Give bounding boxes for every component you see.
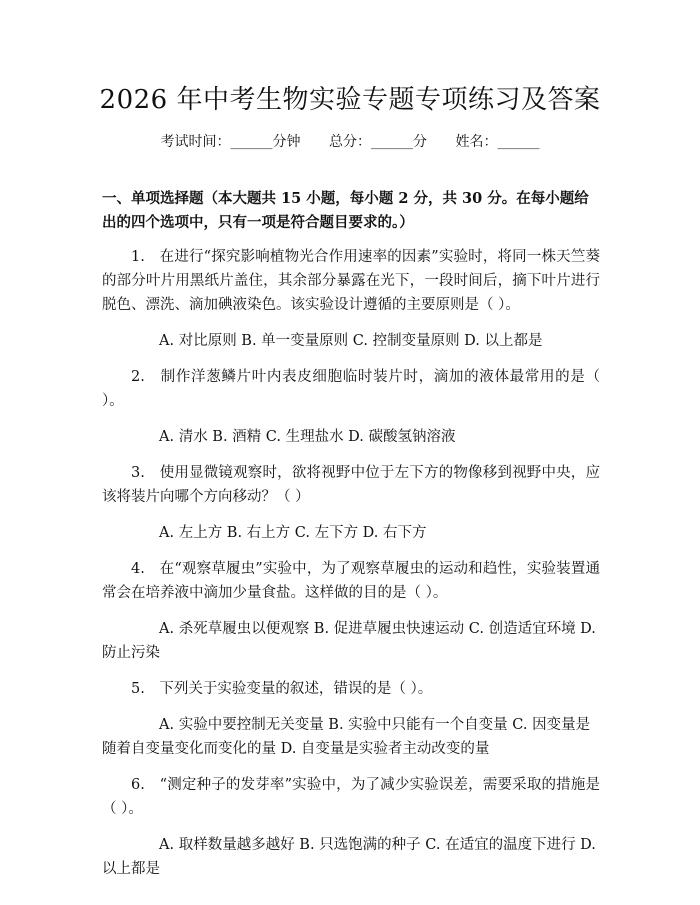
question-stem: 1. 在进行“探究影响植物光合作用速率的因素”实验时，将同一株天竺葵的部分叶片用黑纸片盖住，其余部分暴露在光下，一段时间后，摘下叶片进行脱色、漂洗、滴加碘液染色。该实验设计遵循的主要原则是（ ）。 [102, 249, 600, 313]
question-stem: 3. 使用显微镜观察时，欲将视野中位于左下方的物像移到视野中央，应该将装片向哪个方向移动？（ ） [102, 465, 600, 505]
question-options: A. 左上方 B. 右上方 C. 左下方 D. 右下方 [159, 525, 427, 541]
student-name-field: 姓名：______ [455, 134, 540, 150]
exam-content [102, 187, 600, 893]
question-stem: 5. 下列关于实验变量的叙述，错误的是（ ）。 [131, 681, 433, 697]
question-options: A. 清水 B. 酒精 C. 生理盐水 D. 碳酸氢钠溶液 [159, 429, 456, 445]
question-stem: 4. 在“观察草履虫”实验中，为了观察草履虫的运动和趋性，实验装置通常会在培养液中滴加少量食盐。这样做的目的是（ ）。 [102, 561, 600, 601]
question-stem: 6. “测定种子的发芽率”实验中，为了减少实验误差，需要采取的措施是（ ）。 [102, 777, 600, 817]
question-stem: 2. 制作洋葱鳞片叶内表皮细胞临时装片时，滴加的液体最常用的是（ ）。 [102, 369, 600, 409]
question-options: A. 对比原则 B. 单一变量原则 C. 控制变量原则 D. 以上都是 [159, 333, 543, 349]
question-options: A. 实验中要控制无关变量 B. 实验中只能有一个自变量 C. 因变量是随着自变量变化而变化的量 D. 自变量是实验者主动改变的量 [102, 717, 591, 757]
section-heading: 一、单项选择题（本大题共 15 小题，每小题 2 分，共 30 分。在每小题给出的四个选项中，只有一项是符合题目要求的。） [102, 190, 589, 231]
page-title: 2026 年中考生物实验专题专项练习及答案 [99, 85, 601, 115]
exam-time-field: 考试时间：______分钟 [160, 134, 301, 150]
exam-meta [0, 132, 700, 152]
question-options: A. 杀死草履虫以便观察 B. 促进草履虫快速运动 C. 创造适宜环境 D. 防止污染 [102, 621, 596, 661]
question-options: A. 取样数量越多越好 B. 只选饱满的种子 C. 在适宜的温度下进行 D. 以上都是 [102, 837, 596, 877]
total-score-field: 总分：______分 [329, 134, 427, 150]
